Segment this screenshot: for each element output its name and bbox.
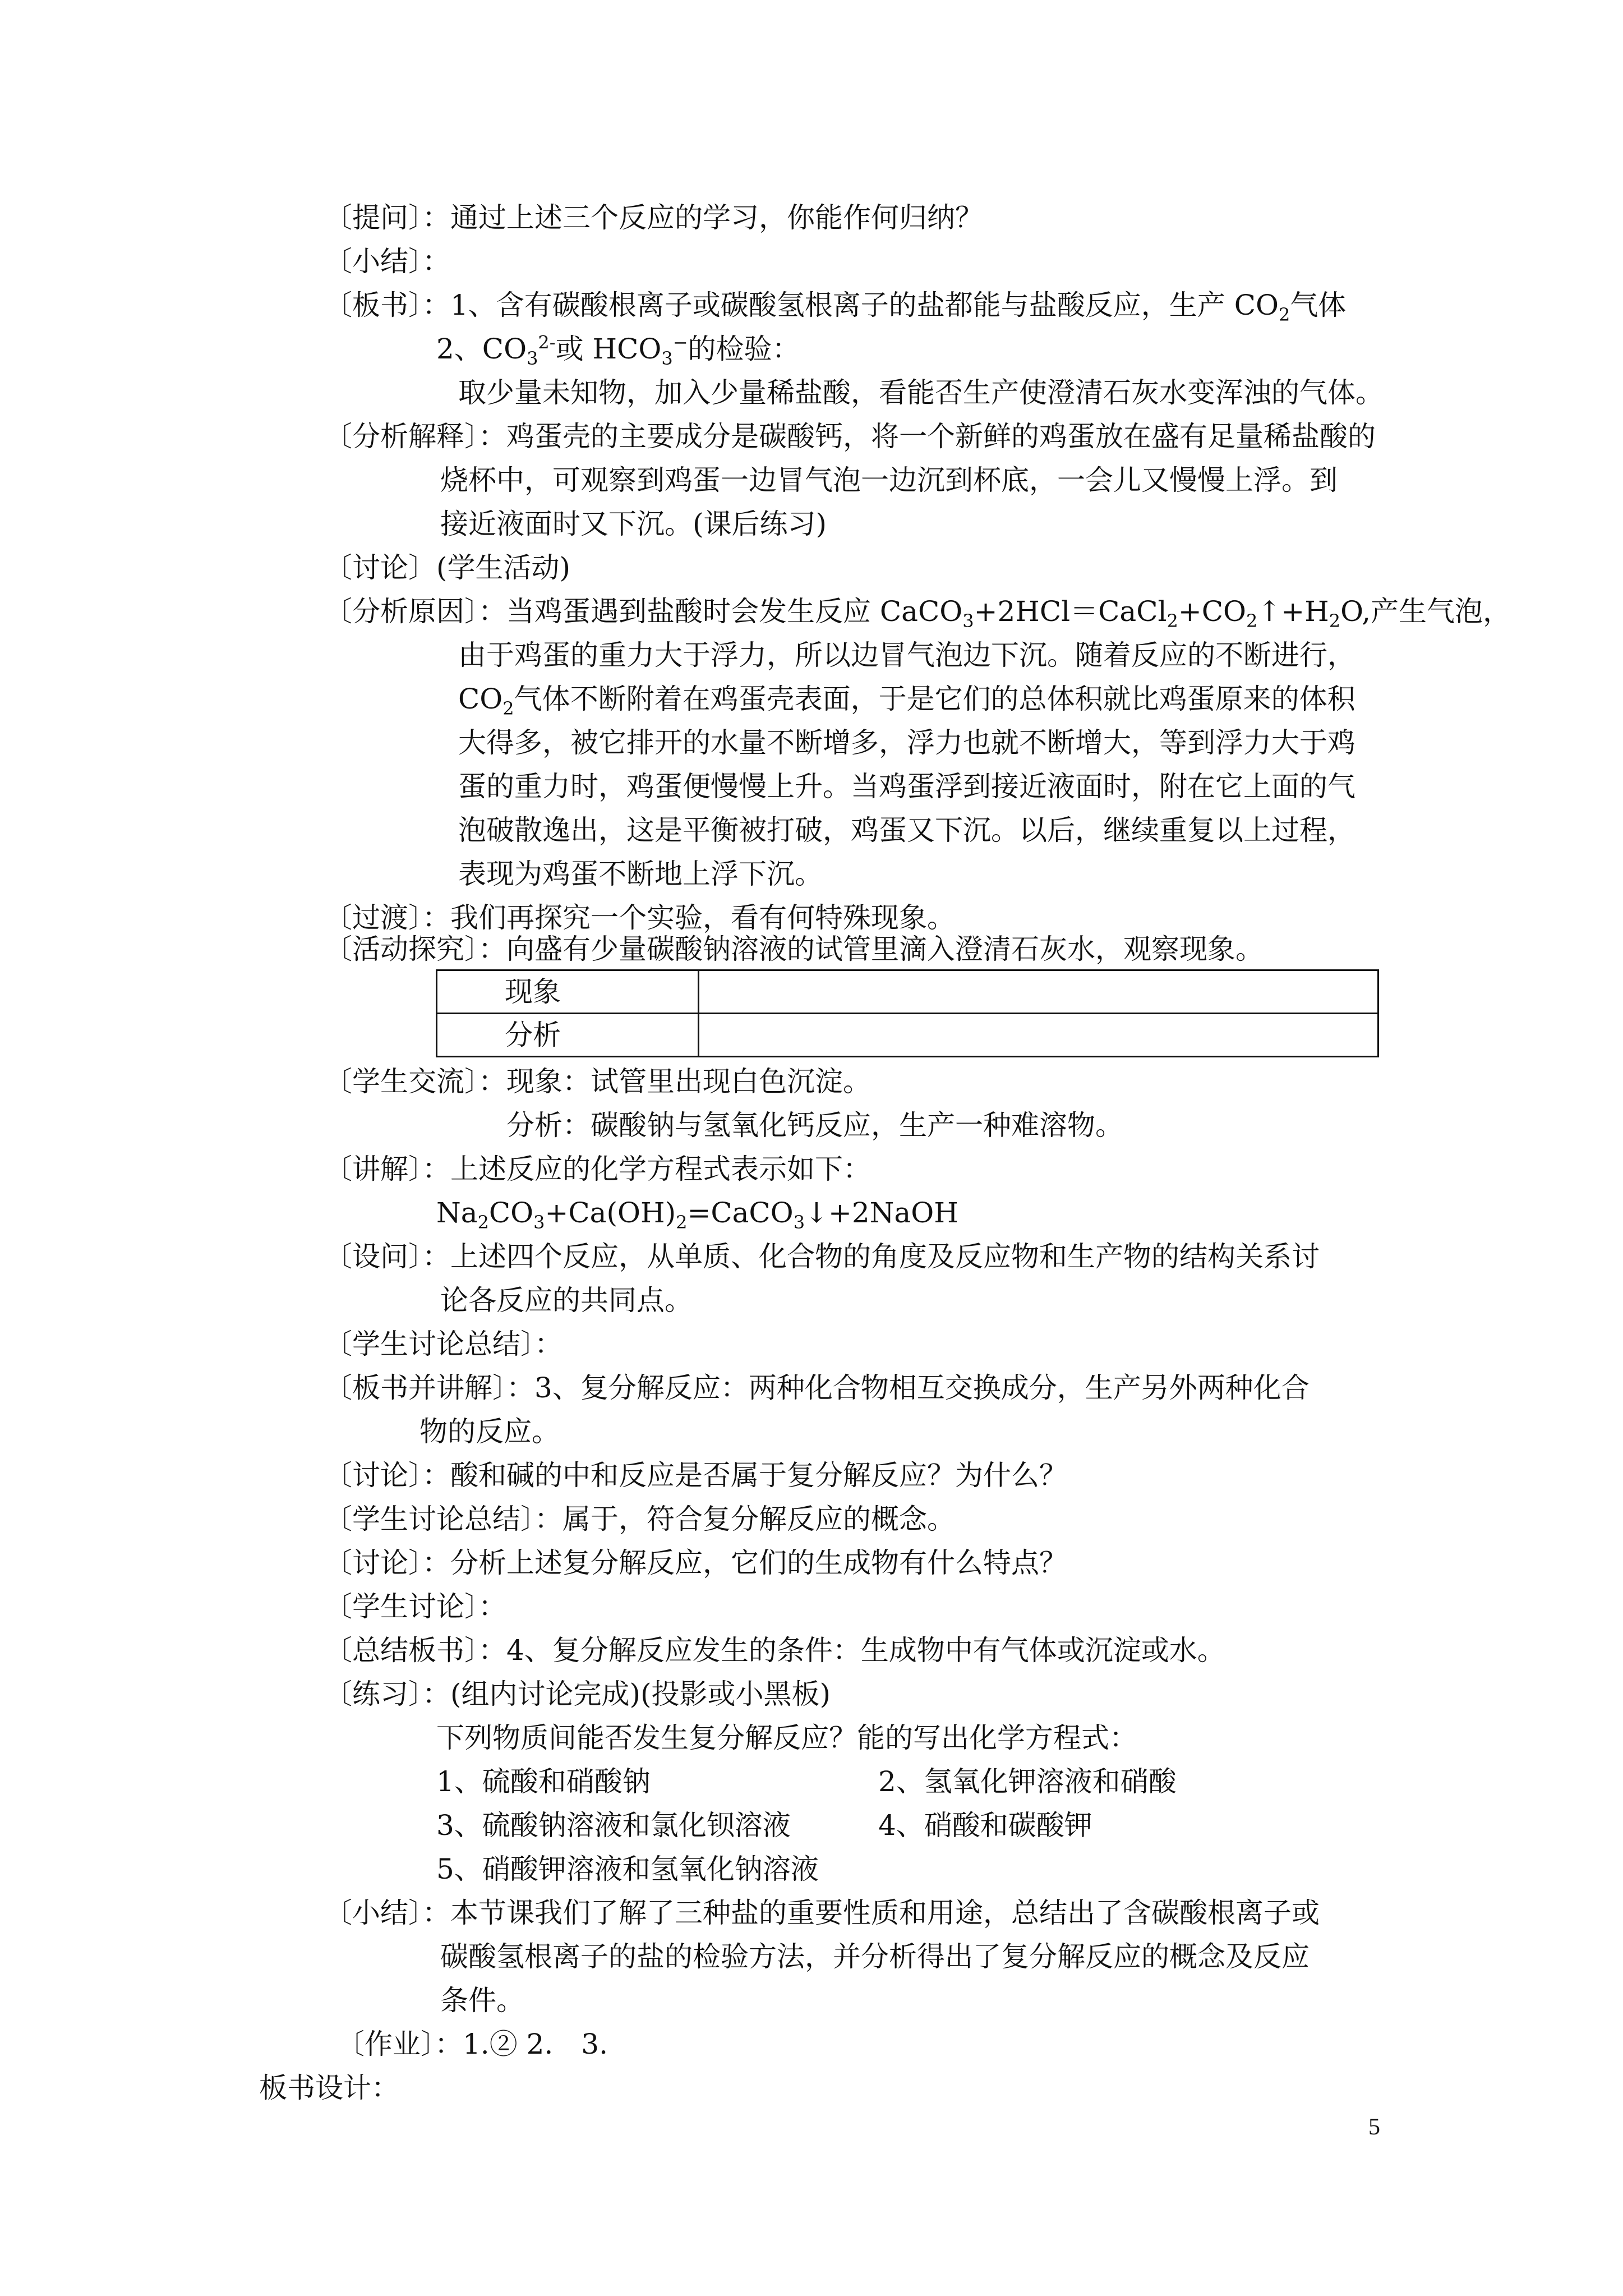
text-line: 论各反应的共同点。 bbox=[440, 1284, 693, 1317]
text-line: 〔设问〕：上述四个反应，从单质、化合物的角度及反应物和生产物的结构关系讨 bbox=[324, 1240, 1320, 1273]
table-cell-value bbox=[699, 1014, 1378, 1057]
exercise-item: 3、硫酸钠溶液和氯化钡溶液 bbox=[436, 1809, 791, 1842]
text-line: 蛋的重力时，鸡蛋便慢慢上升。当鸡蛋浮到接近液面时，附在它上面的气 bbox=[458, 770, 1355, 803]
section-heading: 板书设计： bbox=[259, 2072, 399, 2104]
text-line: 〔总结板书〕：4、复分解反应发生的条件：生成物中有气体或沉淀或水。 bbox=[324, 1634, 1225, 1667]
table-cell-label: 分析 bbox=[437, 1014, 699, 1057]
table-row bbox=[437, 1014, 1378, 1057]
text-line: 〔讨论〕(学生活动) bbox=[324, 551, 571, 584]
text-line: 分析：碳酸钠与氢氧化钙反应，生产一种难溶物。 bbox=[506, 1109, 1123, 1142]
text-line: 物的反应。 bbox=[419, 1415, 560, 1448]
text-line: 〔小结〕： bbox=[324, 245, 450, 278]
text-line: 下列物质间能否发生复分解反应？能的写出化学方程式： bbox=[436, 1722, 1137, 1754]
text-line: 泡破散逸出，这是平衡被打破，鸡蛋又下沉。以后，继续重复以上过程， bbox=[458, 814, 1355, 846]
text-line: 〔板书〕：1、含有碳酸根离子或碳酸氢根离子的盐都能与盐酸反应，生产 $CO_2$气体 bbox=[324, 289, 1347, 325]
text-line: 〔活动探究〕：向盛有少量碳酸钠溶液的试管里滴入澄清石灰水，观察现象。 bbox=[324, 933, 1264, 965]
text-line: 由于鸡蛋的重力大于浮力，所以边冒气泡边下沉。随着反应的不断进行， bbox=[458, 639, 1355, 671]
text-line: 〔讲解〕：上述反应的化学方程式表示如下： bbox=[324, 1153, 871, 1185]
text-line: 〔提问〕：通过上述三个反应的学习，你能作何归纳？ bbox=[324, 201, 983, 234]
text-line: $CO_2$气体不断附着在鸡蛋壳表面，于是它们的总体积就比鸡蛋原来的体积 bbox=[458, 683, 1355, 719]
text-line: 〔分析解释〕：鸡蛋壳的主要成分是碳酸钙，将一个新鲜的鸡蛋放在盛有足量稀盐酸的 bbox=[324, 420, 1376, 453]
text-line: 〔讨论〕：分析上述复分解反应，它们的生成物有什么特点？ bbox=[324, 1547, 1067, 1579]
exercise-item: 2、氢氧化钾溶液和硝酸 bbox=[878, 1765, 1177, 1798]
table-row bbox=[437, 970, 1378, 1014]
exercise-item: 4、硝酸和碳酸钾 bbox=[878, 1809, 1092, 1842]
exercise-item: 5、硝酸钾溶液和氢氧化钠溶液 bbox=[436, 1853, 819, 1885]
text-line: 〔板书并讲解〕：3、复分解反应：两种化合物相互交换成分，生产另外两种化合 bbox=[324, 1372, 1310, 1404]
text-line: 〔讨论〕：酸和碱的中和反应是否属于复分解反应？为什么？ bbox=[324, 1459, 1067, 1492]
text-line: 2、$CO_3^{2-}$或 $HCO_3^-$的检验： bbox=[436, 332, 800, 369]
text-line: 接近液面时又下沉。(课后练习) bbox=[440, 508, 827, 540]
text-line: 大得多，被它排开的水量不断增多，浮力也就不断增大，等到浮力大于鸡 bbox=[458, 726, 1355, 759]
text-line: 〔学生讨论〕： bbox=[324, 1590, 506, 1623]
chemical-equation: $Na_2CO_3+Ca(OH)_2=CaCO_3↓+2NaOH$ bbox=[436, 1197, 958, 1233]
observation-table bbox=[436, 969, 1379, 1057]
text-line: 取少量未知物，加入少量稀盐酸，看能否生产使澄清石灰水变浑浊的气体。 bbox=[458, 376, 1384, 409]
text-line: 〔学生交流〕：现象：试管里出现白色沉淀。 bbox=[324, 1065, 871, 1098]
page-number: 5 bbox=[1368, 2114, 1380, 2140]
text-line: 条件。 bbox=[440, 1984, 524, 2017]
text-line: 〔作业〕：1.② 2. 3. bbox=[336, 2028, 608, 2060]
text-line: 表现为鸡蛋不断地上浮下沉。 bbox=[458, 858, 823, 890]
text-line: 〔学生讨论总结〕： bbox=[324, 1328, 562, 1360]
text-line: 〔小结〕：本节课我们了解了三种盐的重要性质和用途，总结出了含碳酸根离子或 bbox=[324, 1897, 1320, 1929]
text-line: 〔练习〕：(组内讨论完成)(投影或小黑板) bbox=[324, 1678, 831, 1710]
table-cell-value bbox=[699, 970, 1378, 1014]
text-line: 〔分析原因〕：当鸡蛋遇到盐酸时会发生反应 $CaCO_3+2HCl=CaCl_2+CO_2↑+H_2O$,产生气泡， bbox=[324, 595, 1511, 632]
text-line: 〔学生讨论总结〕：属于，符合复分解反应的概念。 bbox=[324, 1503, 955, 1535]
text-line: 〔过渡〕：我们再探究一个实验，看有何特殊现象。 bbox=[324, 901, 955, 934]
exercise-item: 1、硫酸和硝酸钠 bbox=[436, 1765, 651, 1798]
text-line: 烧杯中，可观察到鸡蛋一边冒气泡一边沉到杯底，一会儿又慢慢上浮。到 bbox=[440, 464, 1338, 496]
text-line: 碳酸氢根离子的盐的检验方法，并分析得出了复分解反应的概念及反应 bbox=[440, 1940, 1310, 1973]
table-cell-label: 现象 bbox=[437, 970, 699, 1014]
